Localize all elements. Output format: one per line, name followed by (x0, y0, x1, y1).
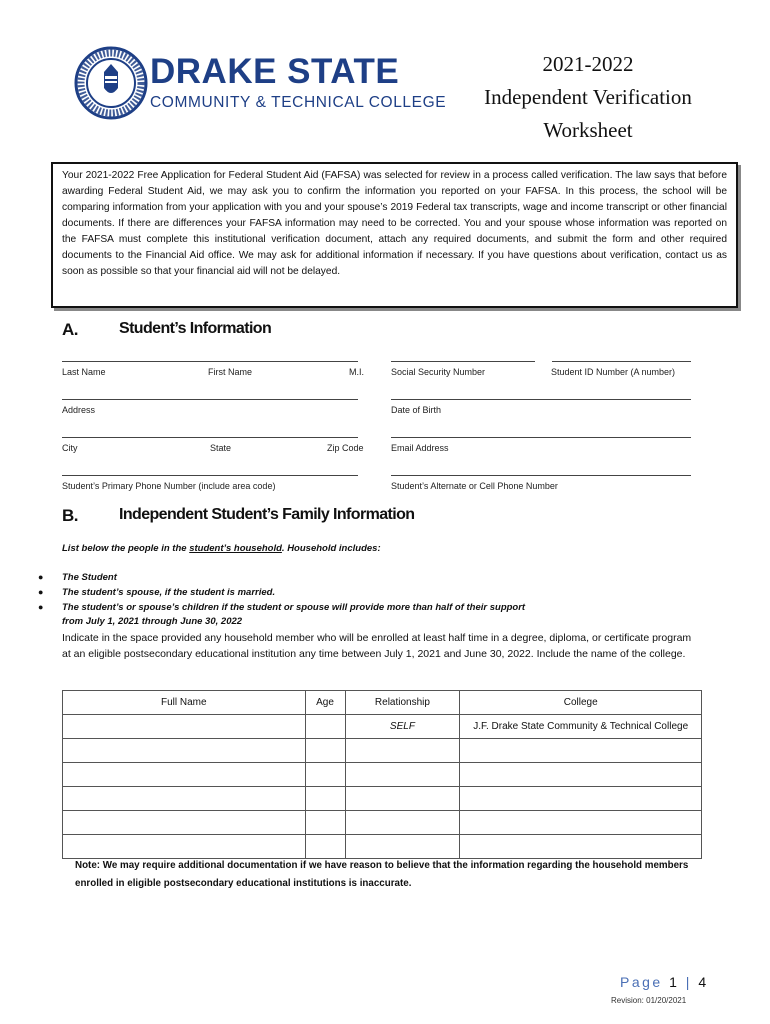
city-state-zip-line[interactable] (62, 437, 358, 438)
bullet-item: The Student (62, 572, 117, 583)
col-header-age: Age (305, 691, 345, 715)
first-name-label: First Name (208, 367, 253, 377)
table-row (63, 787, 702, 811)
section-b-letter: B. (62, 506, 78, 525)
relationship-cell[interactable] (345, 811, 460, 835)
col-header-relationship: Relationship (345, 691, 460, 715)
full-name-cell[interactable] (63, 787, 306, 811)
college-cell[interactable] (460, 811, 702, 835)
page-total: 4 (698, 974, 709, 990)
intro-notice-box: Your 2021-2022 Free Application for Federal Student Aid (FAFSA) was selected for review in a process called verification. The law says that before awarding Federal Student Aid, we may ask you to confirm the information you reported on your FAFSA. In this process, the school will be comparing information from your application with you and your spouse’s 2019 Federal tax transcripts, wage and income transcript or other financial documents. If there are differences your FAFSA information may need to be corrected. You and your spouse whose information was reported on the FAFSA must complete this institutional verification document, attach any required documents, and submit the form and other required documents to the Financial Aid office. We may ask for additional information if necessary. If you have questions about verification, contact us as soon as possible so that your financial aid will not be delayed. (51, 162, 738, 308)
table-row (63, 835, 702, 859)
full-name-cell[interactable] (63, 763, 306, 787)
age-cell[interactable] (305, 835, 345, 859)
student-id-line[interactable] (552, 361, 691, 362)
address-line[interactable] (62, 399, 358, 400)
student-id-label: Student ID Number (A number) (551, 367, 676, 377)
age-cell[interactable] (305, 787, 345, 811)
table-row (63, 811, 702, 835)
table-row (63, 763, 702, 787)
title-sub: Worksheet (543, 118, 633, 142)
alt-phone-line[interactable] (391, 475, 691, 476)
age-cell[interactable] (305, 763, 345, 787)
relationship-cell[interactable] (345, 763, 460, 787)
col-header-college: College (460, 691, 702, 715)
primary-phone-line[interactable] (62, 475, 358, 476)
dob-line[interactable] (391, 399, 691, 400)
mi-label: M.I. (349, 367, 364, 377)
ssn-label: Social Security Number (391, 367, 486, 377)
full-name-cell[interactable] (63, 739, 306, 763)
section-b-title: Independent Student’s Family Information (119, 506, 415, 523)
documentation-note: Note: We may require additional documentation if we have reason to believe that the information regarding the household members enrolled in eligible postsecondary educational institutions is inaccurate. (75, 860, 689, 889)
relationship-cell: SELF (345, 715, 460, 739)
age-cell[interactable] (305, 715, 345, 739)
page-number (620, 974, 709, 990)
dob-label: Date of Birth (391, 405, 442, 415)
college-cell[interactable] (460, 763, 702, 787)
household-intro-pre: List below the people in the (62, 543, 190, 554)
full-name-cell[interactable] (63, 811, 306, 835)
household-intro-underlined: student’s household (189, 543, 282, 554)
col-header-full-name: Full Name (63, 691, 306, 715)
age-cell[interactable] (305, 739, 345, 763)
last-name-label: Last Name (62, 367, 106, 377)
alt-phone-label: Student’s Alternate or Cell Phone Number (391, 481, 558, 491)
college-name: DRAKE STATE (150, 52, 400, 91)
bullet-item: The student’s spouse, if the student is married. (62, 587, 276, 598)
table-row (63, 739, 702, 763)
page-word: Page (620, 974, 663, 990)
primary-phone-label: Student’s Primary Phone Number (include area code) (62, 481, 276, 491)
college-seal-logo (74, 46, 148, 120)
age-cell[interactable] (305, 811, 345, 835)
household-intro (62, 543, 381, 554)
college-cell: J.F. Drake State Community & Technical College (460, 715, 702, 739)
name-line[interactable] (62, 361, 358, 362)
address-label: Address (62, 405, 96, 415)
section-a-title: Student’s Information (119, 320, 272, 337)
page-current: 1 (669, 974, 680, 990)
section-a-letter: A. (62, 320, 78, 339)
household-instruction: Indicate in the space provided any household member who will be enrolled at least half time in a degree, diploma, or certificate program at an eligible postsecondary educational institution any time between July 1, 2021 and June 30, 2022. Include the name of the college. (62, 632, 692, 660)
table-row (63, 715, 702, 739)
city-label: City (62, 443, 78, 453)
bullet-item-continued: from July 1, 2021 through June 30, 2022 (62, 616, 243, 627)
college-subtitle: COMMUNITY & TECHNICAL COLLEGE (150, 94, 447, 111)
relationship-cell[interactable] (345, 787, 460, 811)
revision-date: Revision: 01/20/2021 (611, 996, 687, 1005)
email-line[interactable] (391, 437, 691, 438)
college-cell[interactable] (460, 787, 702, 811)
bullet-icon: ● (38, 587, 44, 597)
college-cell[interactable] (460, 739, 702, 763)
household-intro-post: . Household includes: (281, 543, 381, 554)
relationship-cell[interactable] (345, 835, 460, 859)
zip-label: Zip Code (327, 443, 364, 453)
document-title (460, 48, 716, 147)
full-name-cell[interactable] (63, 715, 306, 739)
household-table (62, 690, 702, 859)
ssn-line[interactable] (391, 361, 535, 362)
state-label: State (210, 443, 232, 453)
full-name-cell[interactable] (63, 835, 306, 859)
college-cell[interactable] (460, 835, 702, 859)
bullet-icon: ● (38, 602, 44, 612)
bullet-item: The student’s or spouse’s children if the student or spouse will provide more than half of their support (62, 602, 526, 613)
page-separator: | (685, 974, 692, 990)
table-header-row (63, 691, 702, 715)
title-main: Independent Verification (484, 85, 692, 109)
title-year: 2021-2022 (542, 52, 634, 76)
bullet-icon: ● (38, 572, 44, 582)
relationship-cell[interactable] (345, 739, 460, 763)
email-label: Email Address (391, 443, 449, 453)
